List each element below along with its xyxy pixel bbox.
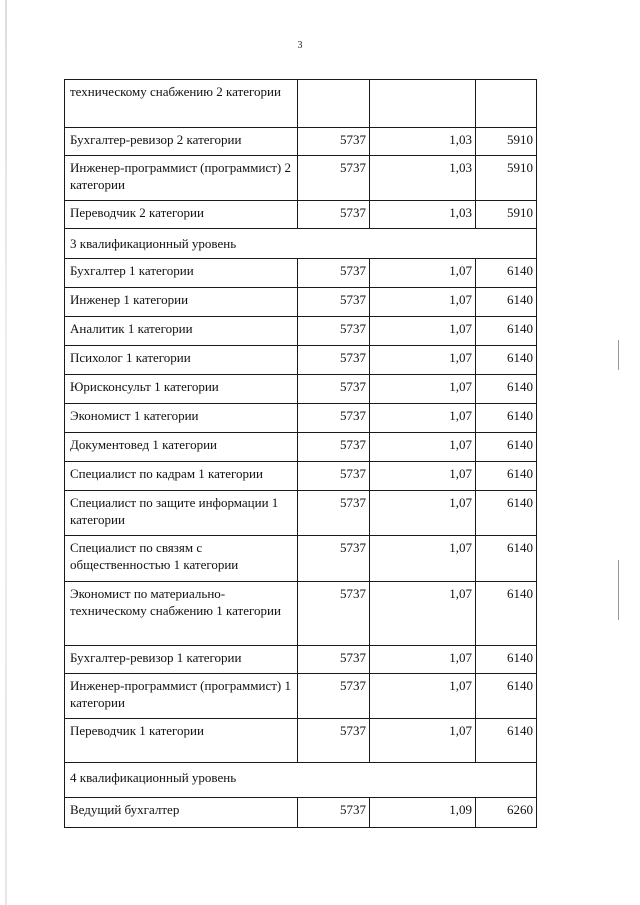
coefficient-cell: 1,07 [370,375,476,404]
salary-total-cell: 6140 [476,674,537,719]
coefficient-cell: 1,07 [370,536,476,582]
salary-total-cell: 5910 [476,156,537,201]
table-row [65,491,537,536]
position-name-cell: Ведущий бухгалтер [65,798,298,828]
base-salary-cell: 5737 [298,433,370,462]
coefficient-cell: 1,03 [370,156,476,201]
base-salary-cell: 5737 [298,288,370,317]
position-name-cell: Документовед 1 категории [65,433,298,462]
base-salary-cell: 5737 [298,491,370,536]
coefficient-cell: 1,07 [370,404,476,433]
salary-total-cell: 6140 [476,462,537,491]
coefficient-cell: 1,07 [370,259,476,288]
base-salary-cell: 5737 [298,404,370,433]
coefficient-cell: 1,07 [370,346,476,375]
table-row [65,674,537,719]
coefficient-cell: 1,07 [370,433,476,462]
salary-total-cell: 6140 [476,404,537,433]
position-name-cell: Бухгалтер-ревизор 1 категории [65,646,298,674]
table-row [65,462,537,491]
salary-total-cell: 6260 [476,798,537,828]
base-salary-cell: 5737 [298,346,370,375]
position-name-cell: Специалист по кадрам 1 категории [65,462,298,491]
position-name-cell: Юрисконсульт 1 категории [65,375,298,404]
salary-total-cell: 6140 [476,491,537,536]
table-body [65,80,537,828]
salary-total-cell [476,80,537,128]
position-name-cell: Переводчик 2 категории [65,201,298,229]
coefficient-cell: 1,07 [370,491,476,536]
table-row [65,404,537,433]
base-salary-cell [298,80,370,128]
table-row [65,798,537,828]
scan-edge-shadow [5,0,7,905]
table-row [65,80,537,128]
salary-table [64,79,537,828]
coefficient-cell: 1,07 [370,674,476,719]
position-name-cell: Переводчик 1 категории [65,719,298,763]
table-row [65,719,537,763]
salary-total-cell: 6140 [476,317,537,346]
salary-total-cell: 6140 [476,582,537,646]
salary-total-cell: 6140 [476,288,537,317]
table-row [65,156,537,201]
position-name-cell: Инженер-программист (программист) 2 категории [65,156,298,201]
scan-mark [618,340,619,370]
table-row [65,128,537,156]
section-row [65,763,537,798]
coefficient-cell: 1,09 [370,798,476,828]
coefficient-cell: 1,07 [370,288,476,317]
table-row [65,646,537,674]
salary-total-cell: 6140 [476,433,537,462]
table-row [65,375,537,404]
salary-total-cell: 6140 [476,375,537,404]
base-salary-cell: 5737 [298,128,370,156]
salary-total-cell: 6140 [476,259,537,288]
position-name-cell: техническому снабжению 2 категории [65,80,298,128]
base-salary-cell: 5737 [298,375,370,404]
table-row [65,582,537,646]
position-name-cell: Аналитик 1 категории [65,317,298,346]
base-salary-cell: 5737 [298,259,370,288]
coefficient-cell: 1,07 [370,582,476,646]
position-name-cell: Экономист 1 категории [65,404,298,433]
salary-total-cell: 5910 [476,201,537,229]
table-row [65,536,537,582]
base-salary-cell: 5737 [298,582,370,646]
position-name-cell: Специалист по защите информации 1 категории [65,491,298,536]
base-salary-cell: 5737 [298,646,370,674]
position-name-cell: Инженер-программист (программист) 1 категории [65,674,298,719]
section-row [65,229,537,259]
coefficient-cell: 1,03 [370,128,476,156]
table-row [65,433,537,462]
base-salary-cell: 5737 [298,201,370,229]
table-row [65,259,537,288]
section-title: 4 квалификационный уровень [65,763,537,798]
salary-total-cell: 5910 [476,128,537,156]
table-row [65,201,537,229]
base-salary-cell: 5737 [298,462,370,491]
base-salary-cell: 5737 [298,798,370,828]
table-row [65,346,537,375]
salary-total-cell: 6140 [476,536,537,582]
coefficient-cell: 1,07 [370,646,476,674]
position-name-cell: Экономист по материально-техническому снабжению 1 категории [65,582,298,646]
salary-total-cell: 6140 [476,346,537,375]
position-name-cell: Бухгалтер 1 категории [65,259,298,288]
position-name-cell: Инженер 1 категории [65,288,298,317]
base-salary-cell: 5737 [298,536,370,582]
coefficient-cell [370,80,476,128]
table-row [65,288,537,317]
base-salary-cell: 5737 [298,156,370,201]
section-title: 3 квалификационный уровень [65,229,537,259]
position-name-cell: Специалист по связям с общественностью 1 категории [65,536,298,582]
coefficient-cell: 1,03 [370,201,476,229]
table-row [65,317,537,346]
base-salary-cell: 5737 [298,674,370,719]
position-name-cell: Психолог 1 категории [65,346,298,375]
position-name-cell: Бухгалтер-ревизор 2 категории [65,128,298,156]
base-salary-cell: 5737 [298,317,370,346]
coefficient-cell: 1,07 [370,719,476,763]
salary-total-cell: 6140 [476,646,537,674]
base-salary-cell: 5737 [298,719,370,763]
scan-mark [618,560,619,620]
coefficient-cell: 1,07 [370,317,476,346]
coefficient-cell: 1,07 [370,462,476,491]
page-number: 3 [297,40,303,51]
salary-total-cell: 6140 [476,719,537,763]
